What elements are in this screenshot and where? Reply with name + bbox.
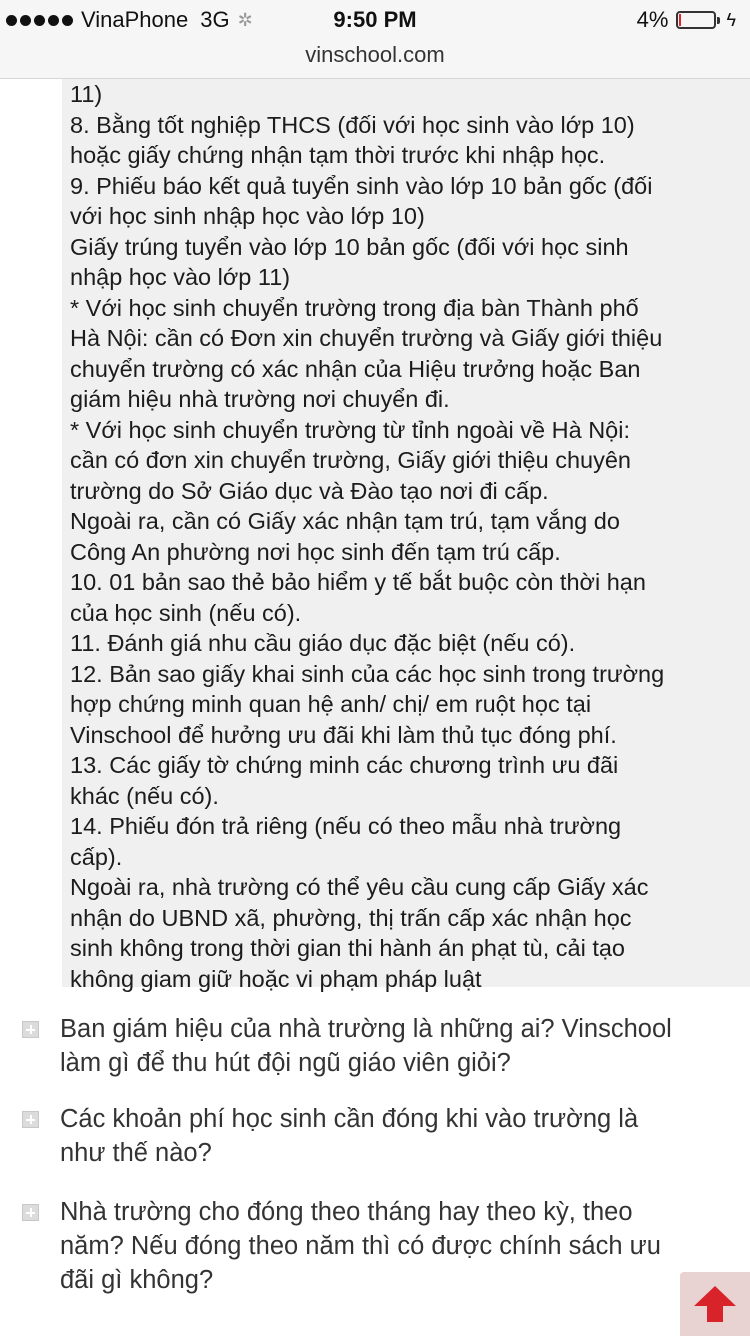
- answer-text-line: hoặc giấy chứng nhận tạm thời trước khi nhập học.: [70, 142, 606, 168]
- plus-square-icon[interactable]: [22, 1204, 39, 1221]
- answer-text-line: Ngoài ra, cần có Giấy xác nhận tạm trú, tạm vắng do: [70, 508, 620, 534]
- battery-icon: [676, 11, 716, 29]
- faq-question[interactable]: Các khoản phí học sinh cần đóng khi vào trường là như thế nào?: [60, 1105, 639, 1167]
- answer-text-line: nhận do UBND xã, phường, thị trấn cấp xác nhận học: [70, 904, 632, 931]
- answer-text-line: 11): [70, 81, 103, 107]
- answer-text-line: 10. 01 bản sao thẻ bảo hiểm y tế bắt buộc còn thời hạn: [70, 569, 646, 595]
- answer-text-line: 12. Bản sao giấy khai sinh của các học sinh trong trường: [70, 660, 665, 687]
- answer-text-line: Ngoài ra, nhà trường có thể yêu cầu cung cấp Giấy xác: [70, 874, 649, 900]
- plus-square-icon[interactable]: [22, 1021, 39, 1038]
- answer-text-line: Vinschool để hưởng ưu đãi khi làm thủ tục đóng phí.: [70, 721, 617, 748]
- answer-text-line: 14. Phiếu đón trả riêng (nếu có theo mẫu nhà trường: [70, 813, 622, 839]
- answer-text-line: 9. Phiếu báo kết quả tuyển sinh vào lớp 10 bản gốc (đối: [70, 172, 653, 199]
- answer-text-line: giám hiệu nhà trường nơi chuyển đi.: [70, 386, 450, 412]
- answer-text-line: sinh không trong thời gian thi hành án phạt tù, cải tạo: [70, 935, 625, 961]
- answer-text-line: cần có đơn xin chuyển trường, Giấy giới thiệu chuyên: [70, 447, 631, 473]
- faq-answer-panel: [62, 79, 750, 992]
- status-right: [637, 7, 736, 33]
- answer-text-line: trường do Sở Giáo dục và Đào tạo nơi đi cấp.: [70, 477, 549, 504]
- activity-spinner-icon: ✲: [237, 9, 253, 30]
- status-time: 9:50 PM: [333, 7, 417, 32]
- answer-text-line: Công An phường nơi học sinh đến tạm trú cấp.: [70, 538, 561, 565]
- answer-text-line: Hà Nội: cần có Đơn xin chuyển trường và Giấy giới thiệu: [70, 325, 663, 351]
- faq-question[interactable]: Ban giám hiệu của nhà trường là những ai? Vinschool làm gì để thu hút đội ngũ giáo viên giỏi?: [60, 1015, 672, 1077]
- carrier-name: VinaPhone: [81, 7, 189, 32]
- answer-text-line: 13. Các giấy tờ chứng minh các chương trình ưu đãi: [70, 752, 619, 778]
- charging-bolt-icon: ϟ: [726, 9, 736, 30]
- answer-text-line: Giấy trúng tuyển vào lớp 10 bản gốc (đối với học sinh: [70, 233, 629, 260]
- answer-text-line: với học sinh nhập học vào lớp 10): [70, 203, 425, 229]
- answer-text-line: chuyển trường có xác nhận của Hiệu trưởng hoặc Ban: [70, 355, 641, 382]
- battery-percent: 4%: [636, 7, 669, 32]
- url-bar[interactable]: vinschool.com: [0, 40, 750, 79]
- answer-text-line: cấp).: [70, 843, 123, 870]
- answer-text-line: * Với học sinh chuyển trường trong địa bàn Thành phố: [70, 294, 639, 321]
- back-to-top-button[interactable]: [680, 1272, 750, 1336]
- answer-text-line: không giam giữ hoặc vi phạm pháp luật: [70, 965, 482, 992]
- arrow-up-icon: [692, 1284, 738, 1324]
- plus-square-icon[interactable]: [22, 1111, 39, 1128]
- faq-question[interactable]: Nhà trường cho đóng theo tháng hay theo kỳ, theo năm? Nếu đóng theo năm thì có được chính sách ưu đãi gì không?: [60, 1198, 661, 1294]
- answer-text-line: nhập học vào lớp 11): [70, 264, 291, 290]
- answer-text-line: hợp chứng minh quan hệ anh/ chị/ em ruột học tại: [70, 691, 592, 717]
- answer-text-line: * Với học sinh chuyển trường từ tỉnh ngoài về Hà Nội:: [70, 416, 630, 443]
- answer-text-line: của học sinh (nếu có).: [70, 599, 302, 626]
- answer-text-line: 8. Bằng tốt nghiệp THCS (đối với học sinh vào lớp 10): [70, 111, 635, 138]
- answer-text-line: 11. Đánh giá nhu cầu giáo dục đặc biệt (nếu có).: [70, 630, 576, 656]
- answer-text-line: khác (nếu có).: [70, 782, 219, 809]
- status-bar: [0, 0, 750, 40]
- network-type: 3G: [200, 7, 230, 32]
